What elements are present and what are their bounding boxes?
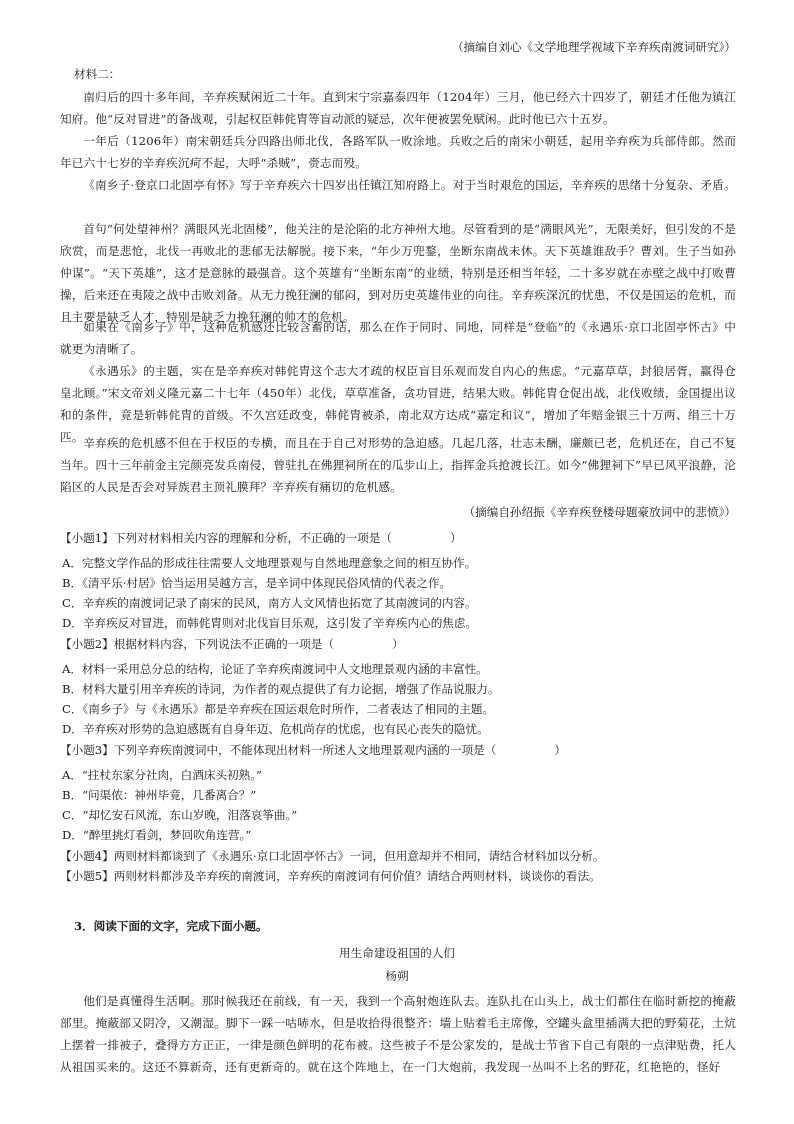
question-3-stem: 【小题3】下列辛弃疾南渡词中，不能体现出材料一所述人文地理景观内涵的一项是（ ） [60, 743, 566, 757]
question-1-option-a: A．完整文学作品的形成往往需要人文地理景观与自然地理意象之间的相互协作。 [62, 556, 477, 570]
question-2-option-d: D．辛弃疾对形势的急迫感既有自身年迈、危机尚存的忧虑，也有民心丧失的隐忧。 [62, 722, 489, 736]
question-1-option-c: C．辛弃疾的南渡词记录了南宋的民风，南方人文风情也拓宽了其南渡词的内容。 [62, 596, 477, 610]
paragraph-1: 南归后的四十多年间，辛弃疾赋闲近二十年。直到宋宁宗嘉泰四年（1204年）三月，他已经六十四岁了，朝廷才任他为镇江知府。他“反对冒进”的备战观，引起权臣韩侂胄等盲动派的疑忌，次年便被罢免赋闲。此时他已六十五岁。 [60, 90, 736, 126]
paragraph-5: 如果在《南乡子》中，这种危机感还比较含蓄的话，那么在作于同时、同地，同样是“登临”的《永遇乐·京口北固亭怀古》中就更为清晰了。 [60, 320, 736, 356]
source-citation-1: （摘编自刘心《文学地理学视域下辛弃疾南渡词研究》） [451, 40, 736, 54]
question-3-option-d: D．“醉里挑灯看剑，梦回吹角连营。” [62, 828, 252, 842]
question-2-stem: 【小题2】根据材料内容，下列说法不正确的一项是（ ） [60, 637, 404, 651]
question-3-option-b: B．“问渠侬：神州毕竟，几番离合？” [62, 788, 257, 802]
question-4-stem: 【小题4】两则材料都谈到了《永遇乐·京口北固亭怀古》一词，但用意却并不相同，请结合材料加以分析。 [60, 849, 605, 863]
paragraph-6: 《永遇乐》的主题，实在是辛弃疾对韩侂胄这个志大才疏的权臣盲目乐观而发自内心的焦虑。“元嘉草草，封狼居胥，赢得仓皇北顾。”宋文帝刘义隆元嘉二十七年（450年）北伐，草草准备，贪功冒进，结果大败。韩侂胄仓促出战，北伐败绩，金国提出议和的条件，竟是斩韩侂胄的首级。不久宫廷政变，韩侂胄被杀，南北双方达成“嘉定和议”，增加了年赔金银三十万两、绢三十万匹。 [60, 364, 736, 444]
question-3-option-c: C．“却忆安石风流，东山岁晚，泪落哀筝曲。” [62, 808, 298, 822]
material-2-label: 材料二： [74, 67, 121, 81]
paragraph-4: 首句“何处望神州？满眼风光北固楼”，他关注的是沦陷的北方神州大地。尽管看到的是“满眼风光”，无限美好，但引发的不是欣赏，而是悲怆，北伐一再败北的悲郁无法解脱。接下来，“年少万兜鍪，坐断东南战未休。天下英雄谁敌手？曹刘。生子当如孙仲谋”。“天下英雄”，这才是意脉的最强音。这个英雄有“坐断东南”的业绩，特别是还相当年轻，二十多岁就在赤壁之战中打败曹操，后来还在夷陵之战中击败刘备。从无力挽狂澜的郁闷，到对历史英雄伟业的向往。辛弃疾深沉的忧患，不仅是国运的危机，而且主要是缺乏人才，特别是缺乏力挽狂澜的帅才的危机。 [60, 222, 736, 324]
question-3-option-a: A．“拄杖东家分社肉，白酒床头初熟。” [62, 768, 262, 782]
article-author: 杨朔 [385, 969, 409, 983]
question-1-option-d: D．辛弃疾反对冒进，而韩侂胄则对北伐盲目乐观，这引发了辛弃疾内心的焦虑。 [62, 616, 478, 630]
paragraph-2: 一年后（1206年）南宋朝廷兵分四路出师北伐，各路军队一败涂地。兵败之后的南宋小朝廷，起用辛弃疾为兵部侍郎。然而年已六十七岁的辛弃疾沉疴不起，大呼“杀贼”，赍志而殁。 [60, 134, 736, 170]
paragraph-7: 辛弃疾的危机感不但在于权臣的专横，而且在于自己对形势的急迫感。几起几落，壮志未酬，廉颇已老，危机还在，自己不复当年。四十三年前金主完颜亮发兵南侵，曾驻扎在佛狸祠所在的瓜步山上，指挥金兵抢渡长江。如今“佛狸祠下”早已风平浪静，沦陷区的人民是否会对异族君主顶礼膜拜？辛弃疾有痛切的危机感。 [60, 436, 736, 494]
question-2-option-c: C．《南乡子》与《永遇乐》都是辛弃疾在国运艰危时所作，二者表达了相同的主题。 [62, 702, 495, 716]
question-1-option-b: B．《清平乐·村居》恰当运用吴越方言，是辛词中体现民俗风情的代表之作。 [62, 576, 452, 590]
question-2-option-b: B．材料大量引用辛弃疾的诗词，为作者的观点提供了有力论据，增强了作品说服力。 [62, 682, 500, 696]
question-5-stem: 【小题5】两则材料都涉及辛弃疾的南渡词，辛弃疾的南渡词有何价值？请结合两则材料，谈谈你的看法。 [60, 869, 601, 883]
paragraph-3: 《南乡子·登京口北固亭有怀》写于辛弃疾六十四岁出任镇江知府路上。对于当时艰危的国运，辛弃疾的思绪十分复杂、矛盾。 [83, 178, 736, 192]
article-title: 用生命建设祖国的人们 [339, 946, 455, 960]
question-2-option-a: A．材料一采用总分总的结构，论证了辛弃疾南渡词中人文地理景观内涵的丰富性。 [62, 662, 488, 676]
section-3-heading: 3．阅读下面的文字，完成下面小题。 [74, 919, 268, 933]
source-citation-2: （摘编自孙绍振《辛弃疾登楼母题豪放词中的悲愤》） [463, 505, 736, 519]
question-1-stem: 【小题1】下列对材料相关内容的理解和分析，不正确的一项是（ ） [60, 531, 462, 545]
article-paragraph-1: 他们是真懂得生活啊。那时候我还在前线，有一天，我到一个高射炮连队去。连队扎在山头上，战士们都住在临时新挖的掩蔽部里。掩蔽部又阴冷，又潮湿。脚下一踩一咕哧水，但是收拾得很整齐：墙上贴着毛主席像，空罐头盒里插满大把的野菊花，土炕上摆着一排被子，叠得方方正正，一律是颜色鲜明的花布被。这些被子不是公家发的，是战士节省下自己有限的一点津贴费，托人从祖国买来的。这还不算新奇，还有更新奇的。就在这个阵地上，在一门大炮前，我发现一丛叫不上名的野花，红艳艳的，怪好 [60, 994, 736, 1074]
